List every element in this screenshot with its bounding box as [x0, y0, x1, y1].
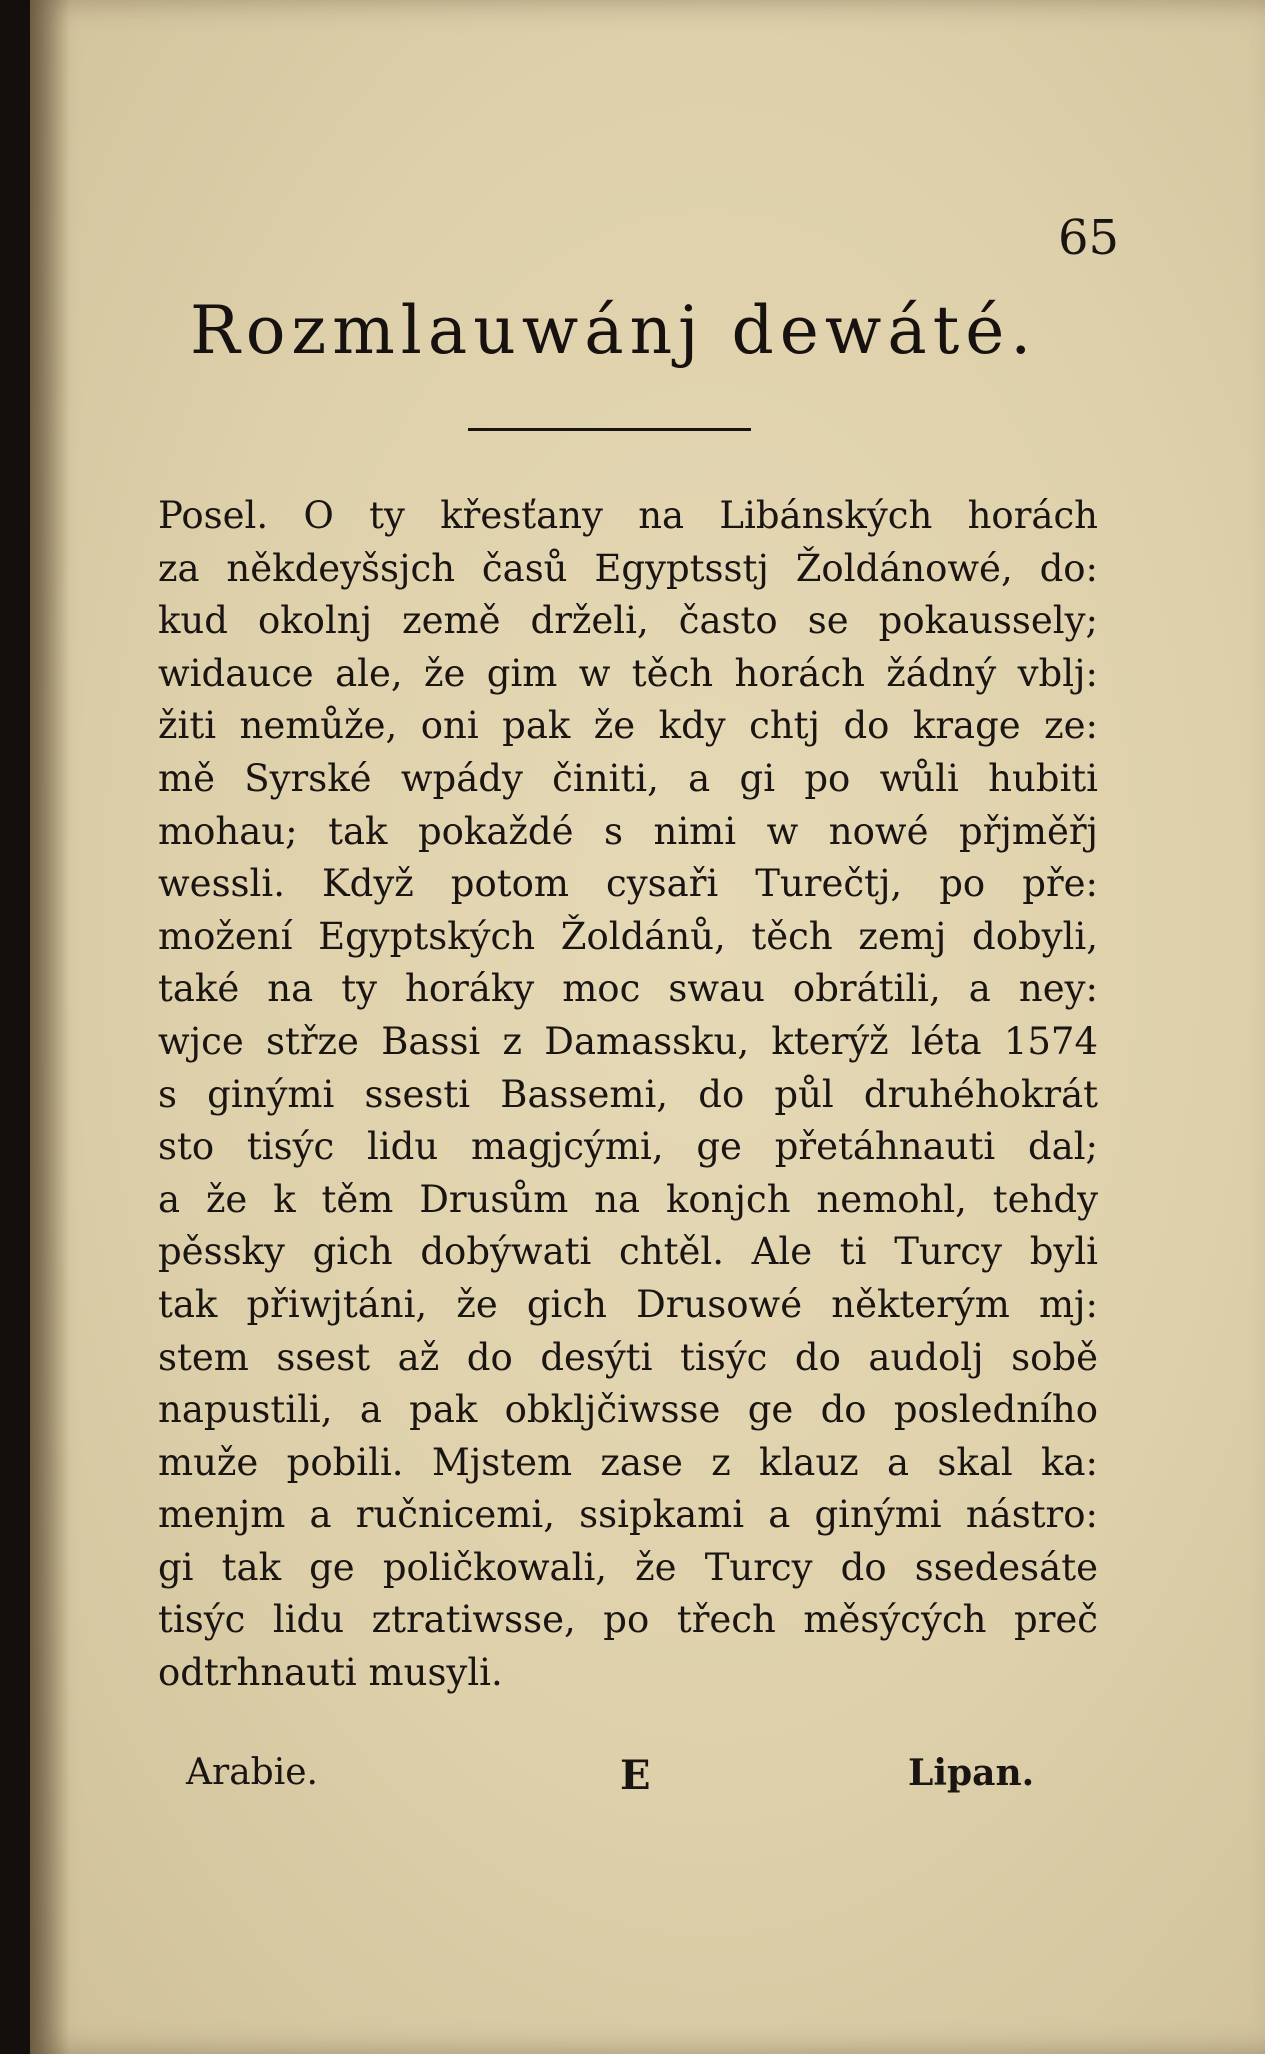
text-line: tak přiwjtáni, že gich Drusowé některým mj:	[158, 1282, 1098, 1326]
text-line: sto tisýc lidu magjcými, ge přetáhnauti dal;	[158, 1125, 1098, 1169]
text-line: možení Egyptských Žoldánů, těch zemj dobyli,	[158, 914, 1098, 958]
page-footer	[30, 1752, 1265, 1812]
spine-shadow	[30, 0, 70, 2054]
title-divider	[468, 428, 751, 431]
text-line: Posel. O ty křesťany na Libánských horách	[158, 494, 1098, 537]
text-line: s ginými ssesti Bassemi, do půl druhéhokrát	[158, 1072, 1098, 1116]
catchword: Lipan.	[908, 1752, 1035, 1794]
text-line: za někdeyšsjch časů Egyptsstj Žoldánowé, do:	[158, 546, 1098, 590]
text-line: žiti nemůže, oni pak že kdy chtj do krage ze:	[158, 704, 1098, 748]
page-number: 65	[1058, 210, 1120, 266]
text-line: a že k těm Drusům na konjch nemohl, tehdy	[158, 1177, 1098, 1221]
text-line: také na ty horáky moc swau obrátili, a ney:	[158, 967, 1098, 1011]
chapter-title: Rozmlauwánj dewáté.	[190, 292, 1038, 369]
text-line: tisýc lidu ztratiwsse, po třech měsýcých preč	[158, 1598, 1098, 1642]
book-page	[30, 0, 1265, 2054]
signature-mark: E	[620, 1752, 651, 1799]
text-line: wessli. Když potom cysaři Turečtj, po pře:	[158, 862, 1098, 906]
text-line: mohau; tak pokaždé s nimi w nowé přjměřj	[158, 809, 1098, 853]
text-line: odtrhnauti musyli.	[158, 1651, 503, 1695]
text-line: kud okolnj země drželi, často se pokaussely;	[158, 599, 1098, 643]
text-line: pěssky gich dobýwati chtěl. Ale ti Turcy byli	[158, 1230, 1098, 1274]
running-footer-left: Arabie.	[186, 1752, 318, 1793]
text-line: menjm a ručnicemi, ssipkami a ginými nástro:	[158, 1493, 1098, 1537]
text-line: gi tak ge poličkowali, že Turcy do ssedesáte	[158, 1545, 1098, 1589]
text-line: napustili, a pak obkljčiwsse ge do posledního	[158, 1388, 1098, 1432]
text-line: widauce ale, že gim w těch horách žádný vblj:	[158, 651, 1098, 695]
text-line: mě Syrské wpády činiti, a gi po wůli hubiti	[158, 756, 1098, 800]
text-line: stem ssest až do desýti tisýc do audolj sobě	[158, 1335, 1098, 1379]
text-line: wjce střze Bassi z Damassku, kterýž léta 1574	[158, 1019, 1098, 1063]
text-line: muže pobili. Mjstem zase z klauz a skal ka:	[158, 1440, 1098, 1484]
body-text	[158, 490, 1098, 1700]
